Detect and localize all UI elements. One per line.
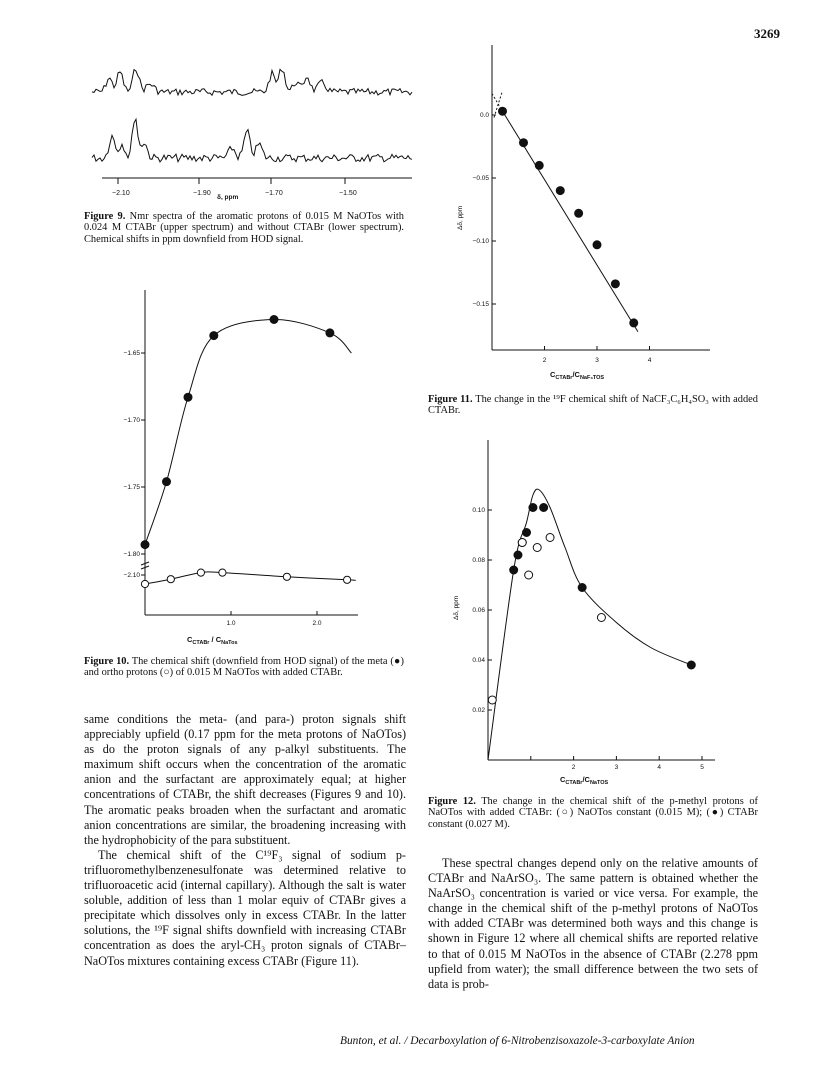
- tick-label: 0.06: [472, 607, 485, 614]
- data-point-open: [141, 580, 148, 587]
- figure-10-caption: [84, 656, 404, 679]
- fig11-y-axis-label: Δδ, ppm: [457, 205, 464, 230]
- figure-10-chart: [100, 285, 380, 655]
- data-point-filled: [556, 187, 564, 195]
- tick-label: 0.0: [479, 112, 489, 119]
- caption-label: Figure 10.: [84, 656, 130, 667]
- paragraph: The chemical shift of the C¹⁹F₃ signal of sodium p-trifluoromethylbenzenesulfonate was determined relative to trifluoroacetic acid (internal capillary). Although the salt is water soluble, addition of less than 1 molar equiv of CTABr gives a precipitate which dissolves only in excess CTABr. In the latter solutions, the ¹⁹F signal shifts downfield with increasing CTABr concentration as does the aryl-CH₃ proton signals of CTABr–NaOTos mixtures containing excess CTABr (Figure 11).: [84, 847, 406, 968]
- fig9-tick-label: −1.50: [339, 190, 357, 197]
- data-point-filled: [611, 280, 619, 288]
- running-footer: Bunton, et al. / Decarboxylation of 6-Nitrobenzisoxazole-3-carboxylate Anion: [340, 1035, 695, 1047]
- lower-spectrum: [92, 119, 412, 162]
- data-point-filled: [499, 107, 507, 115]
- tick-label: 3: [614, 764, 619, 771]
- figure-9-caption: [84, 211, 404, 245]
- data-point-filled: [578, 584, 586, 592]
- data-point-filled: [575, 209, 583, 217]
- data-point-filled: [535, 161, 543, 169]
- caption-label: Figure 12.: [428, 796, 476, 807]
- tick-label: 2: [542, 357, 547, 364]
- data-point-filled: [326, 329, 334, 337]
- tick-label: −1.70: [123, 417, 140, 424]
- figure-12-caption: [428, 796, 758, 830]
- tick-label: 0.08: [472, 557, 485, 564]
- data-point-filled: [687, 661, 695, 669]
- tick-label: −1.75: [123, 484, 140, 491]
- tick-label: 3: [595, 357, 599, 364]
- tick-label: 4: [657, 764, 662, 771]
- figure-11-chart: [440, 40, 720, 385]
- tick-label: 5: [700, 764, 704, 771]
- fig9-axis-label: δ, ppm: [217, 194, 239, 201]
- data-point-filled: [540, 504, 548, 512]
- caption-text: The chemical shift (downfield from HOD signal) of the meta (●) and ortho protons (○) of 0.015 M NaOTos with added CTABr.: [84, 656, 404, 679]
- page-number: 3269: [754, 26, 780, 41]
- data-point-filled: [529, 504, 537, 512]
- data-point-filled: [184, 393, 192, 401]
- figure-9-spectra: [82, 58, 422, 208]
- data-point-filled: [514, 551, 522, 559]
- body-left-column: [84, 712, 406, 969]
- tick-label: 0.10: [472, 507, 485, 514]
- tick-label: −2.10: [123, 572, 140, 579]
- fig12-x-axis-label: $C_{CTABr}/C_{NaTOS}$: [560, 775, 609, 786]
- data-point-filled: [163, 478, 171, 486]
- tick-label: 2.0: [312, 620, 322, 627]
- tick-label: 0.02: [472, 707, 485, 714]
- data-point-open: [219, 569, 226, 576]
- figure-12-chart: [440, 430, 720, 790]
- data-point-open: [344, 576, 351, 583]
- fit-curve: [488, 489, 691, 760]
- data-point-filled: [520, 139, 528, 147]
- tick-label: −1.80: [123, 551, 140, 558]
- upper-spectrum: [92, 69, 412, 95]
- data-point-filled: [593, 241, 601, 249]
- paragraph: same conditions the meta- (and para-) proton signals shift appreciably upfield (0.17 ppm for the meta protons of NaOTos) as do the proton signals of any p-alkyl substituents. The maximum shift occurs when the concentration of the aromatic anion and the surfactant are approximately equal; at higher concentrations of CTABr, the shift decreases (Figures 9 and 10). The aromatic peaks broaden when the surfactant and aromatic anion concentrations are similar, the broadening increasing with the hydrophobicity of the para substituent.: [84, 712, 406, 847]
- fig11-x-axis-label: $C_{CTABr}/C_{NaF_3TOS}$: [550, 370, 605, 381]
- data-point-open: [197, 569, 204, 576]
- data-point-open: [597, 614, 605, 622]
- tick-label: 4: [647, 357, 652, 364]
- tick-label: −0.10: [472, 238, 489, 245]
- data-point-filled: [210, 332, 218, 340]
- tick-label: 1.0: [226, 620, 236, 627]
- data-point-open: [518, 539, 526, 547]
- data-point-open: [283, 573, 290, 580]
- data-point-filled: [510, 566, 518, 574]
- paragraph: These spectral changes depend only on the relative amounts of CTABr and NaArSO₃. The same pattern is obtained whether the NaArSO₃ concentration is varied or vice versa. For example, the change in the chemical shift of the p-methyl protons of NaOTos with added CTABr was determined both ways and this change is shown in Figure 12 where all chemical shifts are reported relative to that of 0.015 M NaOTos in the absence of CTABr (2.278 ppm upfield from water); the small difference between the two sets of data is prob-: [428, 856, 758, 991]
- caption-text: The change in the chemical shift of the p-methyl protons of NaOTos with added CTABr: (○) NaOTos constant (0.015 M); (●) CTABr constant (0.027 M).: [428, 796, 758, 830]
- data-point-filled: [523, 529, 531, 537]
- fig10-x-axis-label: $C_{CTABr} / C_{NaTos}$: [187, 635, 238, 646]
- tick-label: −0.15: [472, 301, 489, 308]
- tick-label: 2: [571, 764, 576, 771]
- caption-label: Figure 9.: [84, 211, 126, 222]
- caption-label: Figure 11.: [428, 394, 473, 405]
- data-point-open: [525, 571, 533, 579]
- fig9-tick-label: −2.10: [112, 190, 130, 197]
- data-point-filled: [141, 541, 149, 549]
- data-point-open: [546, 534, 554, 542]
- ortho-curve: [145, 572, 356, 584]
- meta-curve: [145, 319, 351, 544]
- figure-11-caption: [428, 394, 758, 417]
- fig9-tick-label: −1.70: [265, 190, 283, 197]
- data-point-filled: [270, 316, 278, 324]
- tick-label: −1.65: [123, 350, 140, 357]
- data-point-open: [533, 544, 541, 552]
- data-point-filled: [630, 319, 638, 327]
- caption-text: The change in the ¹⁹F chemical shift of NaCF₃C₆H₄SO₃ with added CTABr.: [428, 394, 758, 417]
- tick-label: 0.04: [472, 657, 485, 664]
- caption-text: Nmr spectra of the aromatic protons of 0.015 M NaOTos with 0.024 M CTABr (upper spectrum) and without CTABr (lower spectrum). Chemical shifts in ppm downfield from HOD signal.: [84, 211, 404, 245]
- tick-label: −0.05: [472, 175, 489, 182]
- fig12-y-axis-label: Δδ, ppm: [453, 595, 460, 620]
- data-point-open: [488, 696, 496, 704]
- body-right-column: [428, 856, 758, 992]
- data-point-open: [167, 576, 174, 583]
- fig9-tick-label: −1.90: [193, 190, 211, 197]
